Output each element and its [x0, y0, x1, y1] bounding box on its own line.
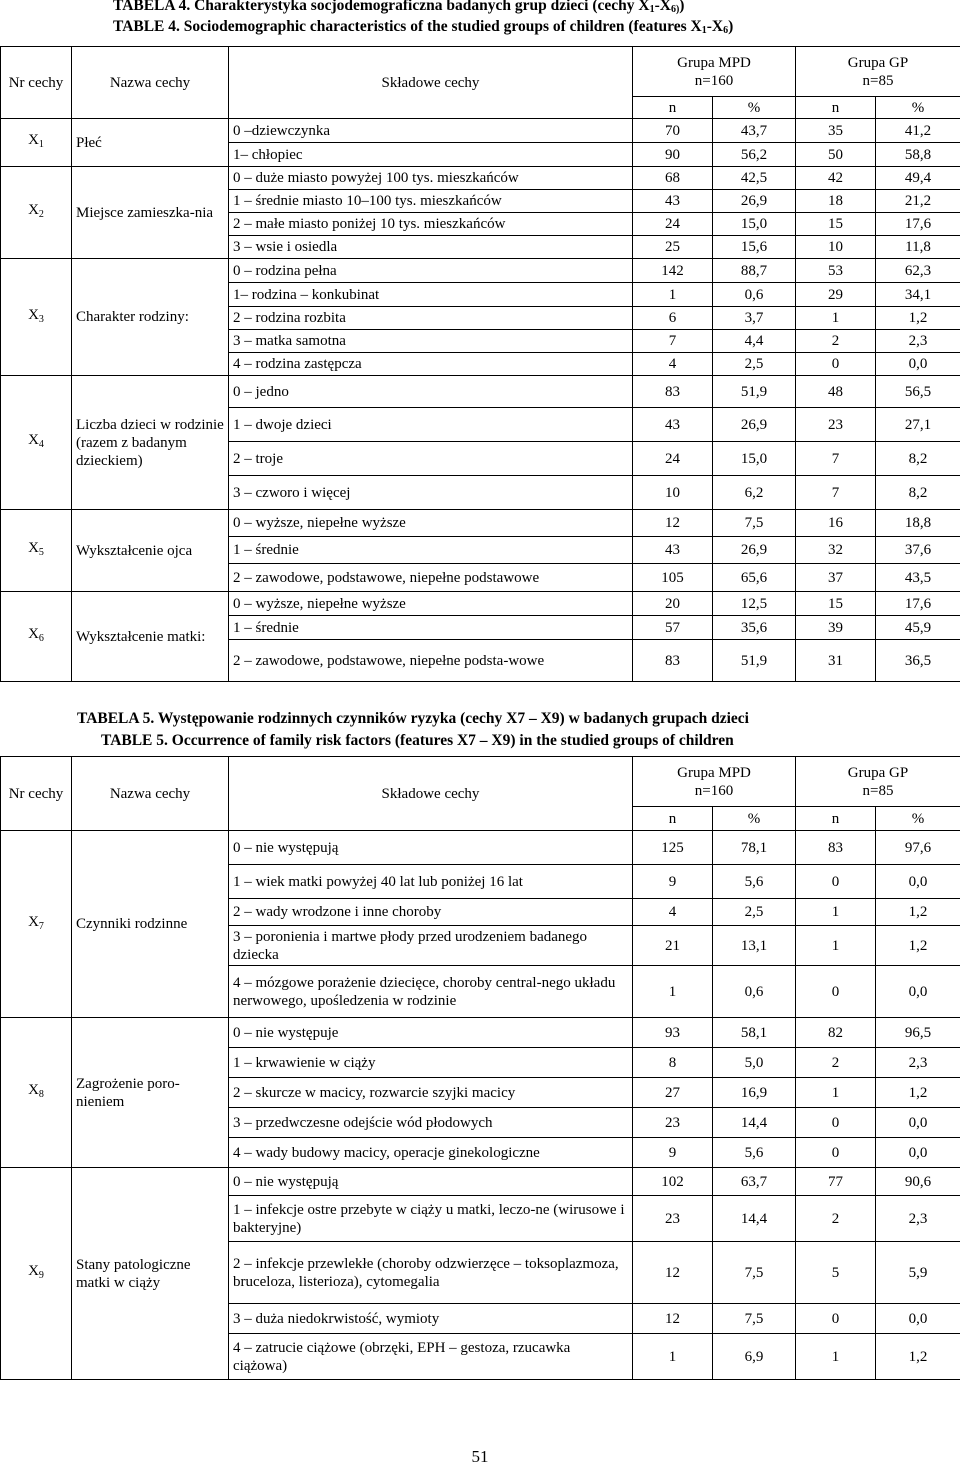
gp-pct-cell: 36,5 [876, 640, 960, 682]
mpd-n-cell: 24 [633, 442, 713, 476]
component-label: 3 – duża niedokrwistość, wymioty [229, 1304, 633, 1334]
feature-nr: $X_1$ [1, 119, 72, 167]
gp-n-cell: 32 [796, 537, 876, 564]
mpd-n-cell: 1 [633, 283, 713, 307]
mpd-n-cell: 6 [633, 307, 713, 330]
gp-n-cell: 39 [796, 616, 876, 640]
gp-pct-cell: 0,0 [876, 966, 960, 1018]
mpd-n-cell: 21 [633, 926, 713, 966]
mpd-pct-cell: 43,7 [713, 119, 796, 143]
component-label: 4 – zatrucie ciążowe (obrzęki, EPH – gestoza, rzucawka ciążowa) [229, 1334, 633, 1380]
gp-n-cell: 2 [796, 1196, 876, 1242]
gp-n-cell: 1 [796, 307, 876, 330]
gp-pct-cell: 2,3 [876, 1196, 960, 1242]
mpd-pct-cell: 13,1 [713, 926, 796, 966]
mpd-pct-cell: 14,4 [713, 1196, 796, 1242]
mpd-pct-cell: 2,5 [713, 353, 796, 376]
component-label: 4 – rodzina zastępcza [229, 353, 633, 376]
gp-n-cell: 10 [796, 236, 876, 259]
gp-n-cell: 37 [796, 564, 876, 592]
gp-n-cell: 1 [796, 926, 876, 966]
gp-pct-cell: 0,0 [876, 1304, 960, 1334]
mpd-n-cell: 9 [633, 865, 713, 899]
gp-pct-cell: 8,2 [876, 476, 960, 510]
gp-n-cell: 1 [796, 1334, 876, 1380]
header-n: n [633, 97, 713, 119]
mpd-pct-cell: 7,5 [713, 510, 796, 537]
table5-title-en: TABLE 5. Occurrence of family risk factors (features X7 – X9) in the studied groups of children [101, 732, 734, 749]
gp-pct-cell: 18,8 [876, 510, 960, 537]
mpd-pct-cell: 51,9 [713, 640, 796, 682]
header-pct: % [876, 97, 960, 119]
gp-n-cell: 83 [796, 831, 876, 865]
gp-pct-cell: 27,1 [876, 408, 960, 442]
component-label: 1 – średnie [229, 537, 633, 564]
feature-name: Czynniki rodzinne [72, 831, 229, 1018]
gp-pct-cell: 1,2 [876, 1078, 960, 1108]
table-row [1, 1168, 960, 1196]
gp-n-cell: 82 [796, 1018, 876, 1048]
mpd-pct-cell: 6,9 [713, 1334, 796, 1380]
gp-n-cell: 15 [796, 592, 876, 616]
component-label: 3 – matka samotna [229, 330, 633, 353]
feature-name: Charakter rodziny: [72, 259, 229, 376]
component-label: 3 – wsie i osiedla [229, 236, 633, 259]
component-label: 1– rodzina – konkubinat [229, 283, 633, 307]
gp-n-cell: 35 [796, 119, 876, 143]
component-label: 2 – zawodowe, podstawowe, niepełne podsta-wowe [229, 640, 633, 682]
header-n: n [796, 97, 876, 119]
mpd-n-cell: 70 [633, 119, 713, 143]
gp-n-cell: 2 [796, 1048, 876, 1078]
gp-pct-cell: 43,5 [876, 564, 960, 592]
gp-n-cell: 0 [796, 1108, 876, 1138]
gp-n-cell: 1 [796, 1078, 876, 1108]
gp-n-cell: 0 [796, 1304, 876, 1334]
gp-n-cell: 1 [796, 899, 876, 926]
component-label: 1 – dwoje dzieci [229, 408, 633, 442]
mpd-pct-cell: 51,9 [713, 376, 796, 408]
mpd-pct-cell: 4,4 [713, 330, 796, 353]
table-row [1, 167, 960, 190]
component-label: 0 – rodzina pełna [229, 259, 633, 283]
gp-n-cell: 0 [796, 865, 876, 899]
gp-n-cell: 53 [796, 259, 876, 283]
component-label: 1 – infekcje ostre przebyte w ciąży u matki, leczo-ne (wirusowe i bakteryjne) [229, 1196, 633, 1242]
gp-n-cell: 42 [796, 167, 876, 190]
header-group-mpd: Grupa MPD n=160 [633, 757, 796, 807]
mpd-pct-cell: 3,7 [713, 307, 796, 330]
mpd-n-cell: 68 [633, 167, 713, 190]
header-group-mpd: Grupa MPD n=160 [633, 47, 796, 97]
feature-nr: $X_5$ [1, 510, 72, 592]
header-nr: Nr cechy [1, 47, 72, 119]
mpd-n-cell: 23 [633, 1108, 713, 1138]
mpd-n-cell: 105 [633, 564, 713, 592]
mpd-n-cell: 25 [633, 236, 713, 259]
mpd-pct-cell: 65,6 [713, 564, 796, 592]
component-label: 0 –dziewczynka [229, 119, 633, 143]
feature-name: Liczba dzieci w rodzinie (razem z badanym dzieckiem) [72, 376, 229, 510]
mpd-n-cell: 93 [633, 1018, 713, 1048]
mpd-pct-cell: 26,9 [713, 537, 796, 564]
mpd-pct-cell: 5,0 [713, 1048, 796, 1078]
header-pct: % [876, 807, 960, 831]
feature-name: Płeć [72, 119, 229, 167]
table-row [1, 376, 960, 408]
mpd-n-cell: 7 [633, 330, 713, 353]
table5-title-pl: TABELA 5. Występowanie rodzinnych czynników ryzyka (cechy X7 – X9) w badanych grupach dzieci [77, 710, 749, 727]
table4-title-pl: TABELA 4. Charakterystyka socjodemograficzna badanych grup dzieci (cechy $X_1-X_{6)}$) [113, 0, 685, 15]
component-label: 1 – wiek matki powyżej 40 lat lub poniżej 16 lat [229, 865, 633, 899]
mpd-pct-cell: 12,5 [713, 592, 796, 616]
gp-n-cell: 48 [796, 376, 876, 408]
gp-pct-cell: 0,0 [876, 353, 960, 376]
feature-name: Wykształcenie ojca [72, 510, 229, 592]
mpd-n-cell: 125 [633, 831, 713, 865]
feature-name: Zagrożenie poro-nieniem [72, 1018, 229, 1168]
gp-pct-cell: 96,5 [876, 1018, 960, 1048]
mpd-pct-cell: 78,1 [713, 831, 796, 865]
header-components: Składowe cechy [229, 47, 633, 119]
table-row [1, 592, 960, 616]
mpd-n-cell: 1 [633, 966, 713, 1018]
table-row [1, 831, 960, 865]
mpd-pct-cell: 5,6 [713, 1138, 796, 1168]
gp-pct-cell: 45,9 [876, 616, 960, 640]
mpd-n-cell: 83 [633, 376, 713, 408]
gp-n-cell: 77 [796, 1168, 876, 1196]
table-5 [0, 756, 960, 1380]
mpd-pct-cell: 15,6 [713, 236, 796, 259]
mpd-n-cell: 57 [633, 616, 713, 640]
mpd-pct-cell: 0,6 [713, 283, 796, 307]
component-label: 1– chłopiec [229, 143, 633, 167]
component-label: 2 – zawodowe, podstawowe, niepełne podstawowe [229, 564, 633, 592]
mpd-n-cell: 142 [633, 259, 713, 283]
table-row [1, 510, 960, 537]
header-n: n [633, 807, 713, 831]
feature-nr: $X_9$ [1, 1168, 72, 1380]
gp-pct-cell: 90,6 [876, 1168, 960, 1196]
gp-pct-cell: 21,2 [876, 190, 960, 213]
component-label: 2 – troje [229, 442, 633, 476]
mpd-n-cell: 23 [633, 1196, 713, 1242]
gp-n-cell: 0 [796, 966, 876, 1018]
component-label: 0 – wyższe, niepełne wyższe [229, 510, 633, 537]
component-label: 2 – skurcze w macicy, rozwarcie szyjki macicy [229, 1078, 633, 1108]
gp-pct-cell: 37,6 [876, 537, 960, 564]
mpd-pct-cell: 5,6 [713, 865, 796, 899]
gp-n-cell: 7 [796, 442, 876, 476]
mpd-pct-cell: 7,5 [713, 1304, 796, 1334]
mpd-n-cell: 24 [633, 213, 713, 236]
mpd-pct-cell: 15,0 [713, 442, 796, 476]
gp-pct-cell: 1,2 [876, 1334, 960, 1380]
component-label: 3 – czworo i więcej [229, 476, 633, 510]
mpd-n-cell: 102 [633, 1168, 713, 1196]
page-number: 51 [471, 1447, 489, 1466]
gp-pct-cell: 41,2 [876, 119, 960, 143]
component-label: 4 – mózgowe porażenie dziecięce, choroby central-nego układu nerwowego, upośledzenia w rodzinie [229, 966, 633, 1018]
gp-pct-cell: 11,8 [876, 236, 960, 259]
gp-pct-cell: 49,4 [876, 167, 960, 190]
component-label: 1 – średnie miasto 10–100 tys. mieszkańców [229, 190, 633, 213]
mpd-n-cell: 10 [633, 476, 713, 510]
gp-pct-cell: 17,6 [876, 213, 960, 236]
component-label: 0 – nie występują [229, 831, 633, 865]
header-group-gp: Grupa GP n=85 [796, 757, 960, 807]
gp-n-cell: 2 [796, 330, 876, 353]
component-label: 0 – nie występują [229, 1168, 633, 1196]
gp-pct-cell: 1,2 [876, 899, 960, 926]
mpd-pct-cell: 14,4 [713, 1108, 796, 1138]
table-row [1, 259, 960, 283]
gp-pct-cell: 56,5 [876, 376, 960, 408]
mpd-pct-cell: 2,5 [713, 899, 796, 926]
mpd-n-cell: 43 [633, 537, 713, 564]
gp-pct-cell: 1,2 [876, 307, 960, 330]
table-4 [0, 46, 960, 682]
feature-nr: $X_8$ [1, 1018, 72, 1168]
table4-title-en: TABLE 4. Sociodemographic characteristics of the studied groups of children (features $X_1-X_6$) [113, 18, 734, 36]
component-label: 0 – nie występuje [229, 1018, 633, 1048]
feature-nr: $X_7$ [1, 831, 72, 1018]
mpd-n-cell: 4 [633, 353, 713, 376]
feature-nr: $X_4$ [1, 376, 72, 510]
header-name: Nazwa cechy [72, 47, 229, 119]
mpd-n-cell: 12 [633, 510, 713, 537]
mpd-pct-cell: 63,7 [713, 1168, 796, 1196]
gp-n-cell: 0 [796, 353, 876, 376]
mpd-n-cell: 4 [633, 899, 713, 926]
table-row [1, 1018, 960, 1048]
component-label: 0 – jedno [229, 376, 633, 408]
header-pct: % [713, 97, 796, 119]
mpd-n-cell: 27 [633, 1078, 713, 1108]
feature-name: Miejsce zamieszka-nia [72, 167, 229, 259]
gp-n-cell: 50 [796, 143, 876, 167]
mpd-pct-cell: 35,6 [713, 616, 796, 640]
mpd-n-cell: 9 [633, 1138, 713, 1168]
gp-n-cell: 23 [796, 408, 876, 442]
mpd-pct-cell: 56,2 [713, 143, 796, 167]
mpd-pct-cell: 42,5 [713, 167, 796, 190]
gp-pct-cell: 17,6 [876, 592, 960, 616]
header-nr: Nr cechy [1, 757, 72, 831]
gp-pct-cell: 0,0 [876, 1108, 960, 1138]
mpd-pct-cell: 26,9 [713, 190, 796, 213]
component-label: 2 – infekcje przewlekłe (choroby odzwierzęce – toksoplazmoza, bruceloza, listerioza), cytomegalia [229, 1242, 633, 1304]
mpd-n-cell: 90 [633, 143, 713, 167]
feature-nr: $X_3$ [1, 259, 72, 376]
component-label: 4 – wady budowy macicy, operacje ginekologiczne [229, 1138, 633, 1168]
component-label: 2 – rodzina rozbita [229, 307, 633, 330]
mpd-n-cell: 43 [633, 408, 713, 442]
gp-pct-cell: 34,1 [876, 283, 960, 307]
gp-pct-cell: 0,0 [876, 1138, 960, 1168]
component-label: 1 – krwawienie w ciąży [229, 1048, 633, 1078]
component-label: 0 – duże miasto powyżej 100 tys. mieszkańców [229, 167, 633, 190]
mpd-pct-cell: 15,0 [713, 213, 796, 236]
mpd-pct-cell: 6,2 [713, 476, 796, 510]
gp-pct-cell: 2,3 [876, 1048, 960, 1078]
gp-pct-cell: 1,2 [876, 926, 960, 966]
gp-pct-cell: 58,8 [876, 143, 960, 167]
mpd-pct-cell: 16,9 [713, 1078, 796, 1108]
component-label: 0 – wyższe, niepełne wyższe [229, 592, 633, 616]
gp-n-cell: 16 [796, 510, 876, 537]
feature-nr: $X_2$ [1, 167, 72, 259]
component-label: 1 – średnie [229, 616, 633, 640]
header-components: Składowe cechy [229, 757, 633, 831]
component-label: 3 – poronienia i martwe płody przed urodzeniem badanego dziecka [229, 926, 633, 966]
component-label: 3 – przedwczesne odejście wód płodowych [229, 1108, 633, 1138]
feature-name: Stany patologiczne matki w ciąży [72, 1168, 229, 1380]
header-name: Nazwa cechy [72, 757, 229, 831]
gp-n-cell: 0 [796, 1138, 876, 1168]
gp-n-cell: 31 [796, 640, 876, 682]
gp-pct-cell: 97,6 [876, 831, 960, 865]
mpd-n-cell: 1 [633, 1334, 713, 1380]
header-pct: % [713, 807, 796, 831]
mpd-n-cell: 83 [633, 640, 713, 682]
gp-pct-cell: 62,3 [876, 259, 960, 283]
header-group-gp: Grupa GP n=85 [796, 47, 960, 97]
mpd-pct-cell: 58,1 [713, 1018, 796, 1048]
gp-pct-cell: 2,3 [876, 330, 960, 353]
mpd-pct-cell: 26,9 [713, 408, 796, 442]
gp-pct-cell: 8,2 [876, 442, 960, 476]
mpd-n-cell: 12 [633, 1304, 713, 1334]
header-n: n [796, 807, 876, 831]
gp-n-cell: 18 [796, 190, 876, 213]
gp-n-cell: 15 [796, 213, 876, 236]
component-label: 2 – małe miasto poniżej 10 tys. mieszkańców [229, 213, 633, 236]
mpd-n-cell: 8 [633, 1048, 713, 1078]
gp-n-cell: 7 [796, 476, 876, 510]
gp-n-cell: 5 [796, 1242, 876, 1304]
mpd-pct-cell: 88,7 [713, 259, 796, 283]
mpd-n-cell: 43 [633, 190, 713, 213]
table-row [1, 119, 960, 143]
mpd-n-cell: 12 [633, 1242, 713, 1304]
mpd-n-cell: 20 [633, 592, 713, 616]
feature-name: Wykształcenie matki: [72, 592, 229, 682]
feature-nr: $X_6$ [1, 592, 72, 682]
gp-pct-cell: 5,9 [876, 1242, 960, 1304]
gp-pct-cell: 0,0 [876, 865, 960, 899]
mpd-pct-cell: 7,5 [713, 1242, 796, 1304]
mpd-pct-cell: 0,6 [713, 966, 796, 1018]
gp-n-cell: 29 [796, 283, 876, 307]
component-label: 2 – wady wrodzone i inne choroby [229, 899, 633, 926]
